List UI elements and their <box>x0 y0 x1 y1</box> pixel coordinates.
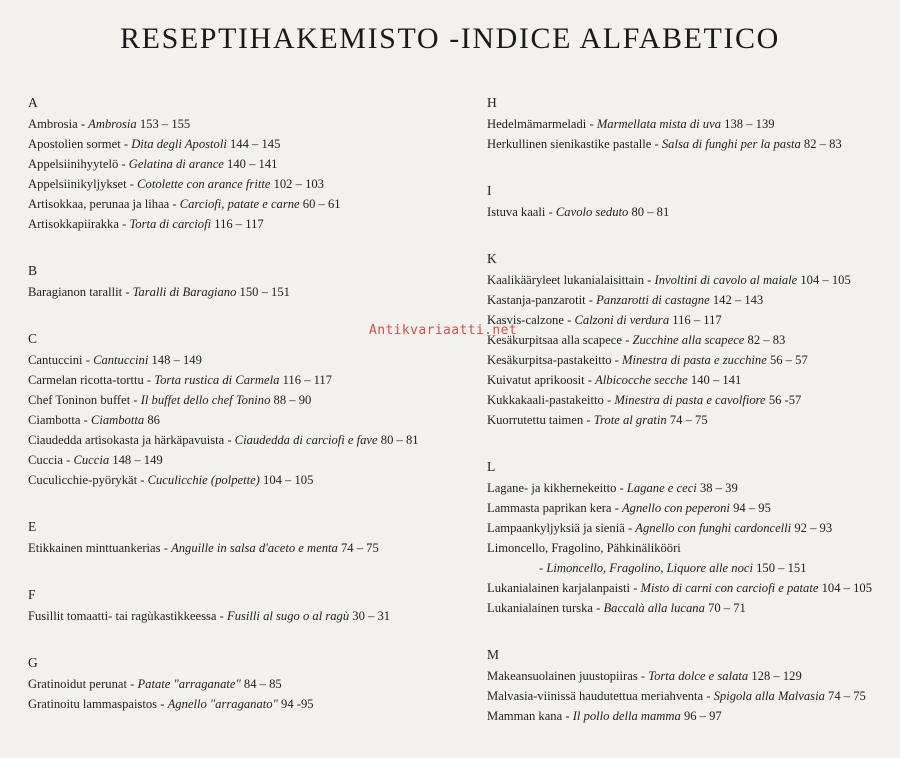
entry-italian-name: Misto di carni con carciofi e patate <box>640 581 819 595</box>
entry-finnish-name: Artisokkapiirakka <box>28 217 119 231</box>
entry-finnish-name: Kuorrutettu taimen <box>487 413 584 427</box>
index-entry: Ciaudedda artisokasta ja härkäpavuista - Ciaudedda di carciofi e fave 80 – 81 <box>28 433 419 447</box>
entry-page-numbers: 74 – 75 <box>828 689 866 703</box>
index-entry: Etikkainen minttuankerias - Anguille in salsa d'aceto e menta 74 – 75 <box>28 541 379 555</box>
entry-italian-name: Taralli di Baragiano <box>132 285 237 299</box>
entry-finnish-name: Herkullinen sienikastike pastalle <box>487 137 652 151</box>
index-entry: Kukkakaali-pastakeitto - Minestra di pasta e cavolfiore 56 -57 <box>487 393 802 407</box>
entry-page-numbers: 116 – 117 <box>282 373 333 387</box>
section-letter: E <box>28 519 37 534</box>
entry-page-numbers: 80 – 81 <box>631 205 670 219</box>
index-section <box>28 260 468 302</box>
entry-page-numbers: 60 – 61 <box>302 197 341 211</box>
page-title: RESEPTIHAKEMISTO -INDICE ALFABETICO <box>120 22 780 55</box>
index-entry: Chef Toninon buffet - Il buffet dello chef Tonino 88 – 90 <box>28 393 312 407</box>
index-section <box>487 644 897 726</box>
index-entry: Makeansuolainen juustopiiras - Torta dolce e salata 128 – 129 <box>487 669 802 683</box>
entry-italian-name: Il pollo della mamma <box>572 709 681 723</box>
section-letter: G <box>28 655 38 670</box>
index-entry: Mamman kana - Il pollo della mamma 96 – 97 <box>487 709 722 723</box>
entry-finnish-name: Lukanialainen turska <box>487 601 593 615</box>
entry-page-numbers: 38 – 39 <box>699 481 738 495</box>
index-entry: Kuivatut aprikoosit - Albicocche secche 140 – 141 <box>487 373 742 387</box>
entry-italian-name: Fusilli al sugo o al ragù <box>227 609 350 623</box>
entry-page-numbers: 104 – 105 <box>800 273 851 287</box>
index-entry: Cuccia - Cuccia 148 – 149 <box>28 453 163 467</box>
index-section <box>28 328 468 490</box>
index-entry: Kaalikääryleet lukanialaisittain - Involtini di cavolo al maiale 104 – 105 <box>487 273 851 287</box>
index-entry: Ciambotta - Ciambotta 86 <box>28 413 160 427</box>
index-entry: Herkullinen sienikastike pastalle - Salsa di funghi per la pasta 82 – 83 <box>487 137 842 151</box>
entry-finnish-name: Kesäkurpitsa-pastakeitto <box>487 353 612 367</box>
entry-page-numbers: 138 – 139 <box>724 117 775 131</box>
entry-finnish-name: Gratinoitu lammaspaistos <box>28 697 158 711</box>
entry-italian-name: Cantuccini <box>93 353 149 367</box>
index-entry: Kesäkurpitsaa alla scapece - Zucchine alla scapece 82 – 83 <box>487 333 786 347</box>
entry-finnish-name: Istuva kaali <box>487 205 546 219</box>
entry-page-numbers: 80 – 81 <box>380 433 419 447</box>
index-entry: Cuculicchie-pyörykät - Cuculicchie (polpette) 104 – 105 <box>28 473 314 487</box>
index-section <box>28 516 468 558</box>
entry-page-numbers: 84 – 85 <box>243 677 282 691</box>
entry-italian-name: Agnello con funghi cardoncelli <box>635 521 792 535</box>
watermark-text: Antikvariaatti.net <box>369 323 518 338</box>
entry-italian-name: Minestra di pasta e cavolfiore <box>614 393 766 407</box>
entry-page-numbers: 70 – 71 <box>708 601 746 615</box>
entry-page-numbers: 94 -95 <box>281 697 314 711</box>
entry-italian-name: Cuccia <box>73 453 110 467</box>
entry-italian-name: Torta dolce e salata <box>648 669 749 683</box>
entry-page-numbers: 88 – 90 <box>273 393 312 407</box>
index-entry: Gratinoitu lammaspaistos - Agnello "arraganato" 94 -95 <box>28 697 314 711</box>
entry-italian-name: Patate "arraganate" <box>137 677 241 691</box>
index-section <box>28 584 468 626</box>
section-letter: B <box>28 263 38 278</box>
entry-italian-name: Spigola alla Malvasia <box>713 689 825 703</box>
entry-page-numbers: 144 – 145 <box>229 137 281 151</box>
entry-italian-name: Lagane e ceci <box>626 481 697 495</box>
section-letter: L <box>487 459 496 474</box>
index-entry: Lagane- ja kikhernekeitto - Lagane e ceci 38 – 39 <box>487 481 738 495</box>
entry-italian-name: Ambrosia <box>88 117 137 131</box>
entry-page-numbers: 56 -57 <box>768 393 802 407</box>
index-entry: Kesäkurpitsa-pastakeitto - Minestra di pasta e zucchine 56 – 57 <box>487 353 808 367</box>
index-entry: - Limoncello, Fragolino, Liquore alle noci 150 – 151 <box>539 561 807 575</box>
entry-italian-name: Limoncello, Fragolino, Liquore alle noci <box>546 561 753 575</box>
entry-page-numbers: 102 – 103 <box>273 177 324 191</box>
index-section <box>487 456 897 618</box>
index-entry: Kuorrutettu taimen - Trote al gratin 74 – 75 <box>487 413 708 427</box>
index-entry: Cantuccini - Cantuccini 148 – 149 <box>28 353 202 367</box>
entry-finnish-name: Apostolien sormet <box>28 137 121 151</box>
entry-finnish-name: Kastanja-panzarotit <box>487 293 586 307</box>
entry-finnish-name: Cantuccini <box>28 353 83 367</box>
entry-page-numbers: 104 – 105 <box>263 473 314 487</box>
entry-page-numbers: 140 – 141 <box>227 157 278 171</box>
entry-page-numbers: 128 – 129 <box>751 669 802 683</box>
entry-page-numbers: 150 – 151 <box>239 285 290 299</box>
entry-finnish-name: Kukkakaali-pastakeitto <box>487 393 604 407</box>
entry-page-numbers: 92 – 93 <box>794 521 833 535</box>
entry-italian-name: Calzoni di verdura <box>574 313 670 327</box>
entry-finnish-name: Carmelan ricotta-torttu <box>28 373 144 387</box>
entry-finnish-name: Kuivatut aprikoosit <box>487 373 585 387</box>
index-entry: Appelsiinikyljykset - Cotolette con arance fritte 102 – 103 <box>28 177 324 191</box>
entry-page-numbers: 82 – 83 <box>747 333 786 347</box>
entry-finnish-name: Cuculicchie-pyörykät <box>28 473 138 487</box>
index-entry: Hedelmämarmeladi - Marmellata mista di uva 138 – 139 <box>487 117 775 131</box>
entry-page-numbers: 74 – 75 <box>669 413 708 427</box>
entry-finnish-name: Makeansuolainen juustopiiras <box>487 669 638 683</box>
index-entry: Carmelan ricotta-torttu - Torta rustica di Carmela 116 – 117 <box>28 373 333 387</box>
entry-finnish-name: Appelsiinikyljykset <box>28 177 127 191</box>
entry-finnish-name: Hedelmämarmeladi <box>487 117 587 131</box>
entry-italian-name: Gelatina di arance <box>128 157 224 171</box>
entry-page-numbers: 153 – 155 <box>139 117 191 131</box>
entry-finnish-name: Fusillit tomaatti- tai ragùkastikkeessa <box>28 609 217 623</box>
entry-page-numbers: 56 – 57 <box>769 353 808 367</box>
index-entry <box>487 538 897 558</box>
index-section <box>28 652 468 714</box>
index-entry: Lukanialainen turska - Baccalà alla lucana 70 – 71 <box>487 601 746 615</box>
index-entry: Kasvis-calzone - Calzoni di verdura 116 – 117 <box>487 313 722 327</box>
entry-italian-name: Panzarotti di castagne <box>596 293 710 307</box>
entry-page-numbers: 74 – 75 <box>340 541 379 555</box>
section-letter: A <box>28 95 38 110</box>
entry-italian-name: Dita degli Apostoli <box>131 137 227 151</box>
index-entry: Lammasta paprikan kera - Agnello con peperoni 94 – 95 <box>487 501 771 515</box>
entry-page-numbers: 150 – 151 <box>756 561 807 575</box>
index-entry: Gratinoidut perunat - Patate "arraganate" 84 – 85 <box>28 677 282 691</box>
entry-italian-name: Trote al gratin <box>593 413 667 427</box>
entry-italian-name: Cavolo seduto <box>555 205 629 219</box>
index-entry: Artisokkaa, perunaa ja lihaa - Carciofi, patate e carne 60 – 61 <box>28 197 341 211</box>
entry-finnish-name: Kaalikääryleet lukanialaisittain <box>487 273 645 287</box>
entry-finnish-name: Lampaankyljyksiä ja sieniä <box>487 521 625 535</box>
entry-italian-name: Carciofi, patate e carne <box>179 197 300 211</box>
index-entry: Apostolien sormet - Dita degli Apostoli 144 – 145 <box>28 137 281 151</box>
entry-italian-name: Torta di carciofi <box>129 217 212 231</box>
index-entry: Kastanja-panzarotit - Panzarotti di castagne 142 – 143 <box>487 293 764 307</box>
entry-italian-name: Baccalà alla lucana <box>603 601 705 615</box>
index-entry: Baragianon tarallit - Taralli di Baragiano 150 – 151 <box>28 285 290 299</box>
index-entry: Lukanialainen karjalanpaisti - Misto di carni con carciofi e patate 104 – 105 <box>487 581 872 595</box>
index-entry: Fusillit tomaatti- tai ragùkastikkeessa - Fusilli al sugo o al ragù 30 – 31 <box>28 609 391 623</box>
index-entry: Appelsiinihyytelö - Gelatina di arance 140 – 141 <box>28 157 278 171</box>
entry-finnish-name: Ciaudedda artisokasta ja härkäpavuista <box>28 433 225 447</box>
entry-finnish-name: Limoncello, Fragolino, Pähkinälikööri <box>487 541 681 555</box>
entry-italian-name: Anguille in salsa d'aceto e menta <box>171 541 338 555</box>
section-letter: F <box>28 587 36 602</box>
section-letter: K <box>487 251 497 266</box>
entry-finnish-name: Etikkainen minttuankerias <box>28 541 161 555</box>
entry-italian-name: Ciaudedda di carciofi e fave <box>234 433 378 447</box>
entry-italian-name: Cotolette con arance fritte <box>137 177 271 191</box>
index-entry: Ambrosia - Ambrosia 153 – 155 <box>28 117 191 131</box>
index-entry: Istuva kaali - Cavolo seduto 80 – 81 <box>487 205 670 219</box>
entry-italian-name: Involtini di cavolo al maiale <box>654 273 798 287</box>
entry-page-numbers: 148 – 149 <box>151 353 202 367</box>
entry-finnish-name: Lagane- ja kikhernekeitto <box>487 481 617 495</box>
section-letter: M <box>487 647 500 662</box>
entry-page-numbers: 142 – 143 <box>712 293 764 307</box>
entry-finnish-name: Cuccia <box>28 453 63 467</box>
index-column-left <box>28 92 468 714</box>
entry-italian-name: Il buffet dello chef Tonino <box>140 393 271 407</box>
entry-italian-name: Marmellata mista di uva <box>596 117 721 131</box>
entry-italian-name: Cuculicchie (polpette) <box>147 473 260 487</box>
entry-finnish-name: Kesäkurpitsaa alla scapece <box>487 333 622 347</box>
entry-page-numbers: 82 – 83 <box>803 137 842 151</box>
index-section <box>487 180 897 222</box>
section-letter: H <box>487 95 497 110</box>
section-letter: C <box>28 331 38 346</box>
entry-finnish-name: Appelsiinihyytelö <box>28 157 119 171</box>
index-column-right <box>487 92 897 726</box>
entry-italian-name: Salsa di funghi per la pasta <box>661 137 801 151</box>
index-entry: Malvasia-viinissä haudutettua meriahventa - Spigola alla Malvasia 74 – 75 <box>487 689 866 703</box>
entry-finnish-name: Malvasia-viinissä haudutettua meriahventa <box>487 689 704 703</box>
entry-finnish-name: Chef Toninon buffet <box>28 393 131 407</box>
entry-page-numbers: 148 – 149 <box>112 453 163 467</box>
index-section <box>487 92 897 154</box>
entry-italian-name: Albicocche secche <box>595 373 688 387</box>
entry-page-numbers: 116 – 117 <box>672 313 722 327</box>
entry-page-numbers: 86 <box>147 413 160 427</box>
entry-page-numbers: 94 – 95 <box>733 501 771 515</box>
entry-page-numbers: 30 – 31 <box>352 609 391 623</box>
entry-finnish-name: Artisokkaa, perunaa ja lihaa <box>28 197 170 211</box>
entry-italian-name: Zucchine alla scapece <box>632 333 745 347</box>
entry-finnish-name: Ciambotta <box>28 413 81 427</box>
section-letter: I <box>487 183 492 198</box>
entry-page-numbers: 96 – 97 <box>683 709 722 723</box>
entry-page-numbers: 140 – 141 <box>690 373 742 387</box>
index-entry: Artisokkapiirakka - Torta di carciofi 116 – 117 <box>28 217 264 231</box>
entry-page-numbers: 116 – 117 <box>214 217 264 231</box>
entry-italian-name: Agnello "arraganato" <box>167 697 278 711</box>
index-entry: Lampaankyljyksiä ja sieniä - Agnello con funghi cardoncelli 92 – 93 <box>487 521 833 535</box>
entry-finnish-name: Kasvis-calzone <box>487 313 564 327</box>
entry-finnish-name: Lukanialainen karjalanpaisti <box>487 581 631 595</box>
entry-finnish-name: Mamman kana <box>487 709 563 723</box>
index-section <box>487 248 897 430</box>
entry-finnish-name: Ambrosia <box>28 117 78 131</box>
entry-italian-name: Torta rustica di Carmela <box>154 373 280 387</box>
entry-italian-name: Agnello con peperoni <box>621 501 730 515</box>
entry-italian-name: Minestra di pasta e zucchine <box>622 353 767 367</box>
entry-page-numbers: 104 – 105 <box>821 581 872 595</box>
entry-finnish-name: Gratinoidut perunat <box>28 677 127 691</box>
entry-finnish-name: Baragianon tarallit <box>28 285 123 299</box>
index-section <box>28 92 468 234</box>
entry-italian-name: Ciambotta <box>90 413 145 427</box>
entry-finnish-name: Lammasta paprikan kera <box>487 501 612 515</box>
